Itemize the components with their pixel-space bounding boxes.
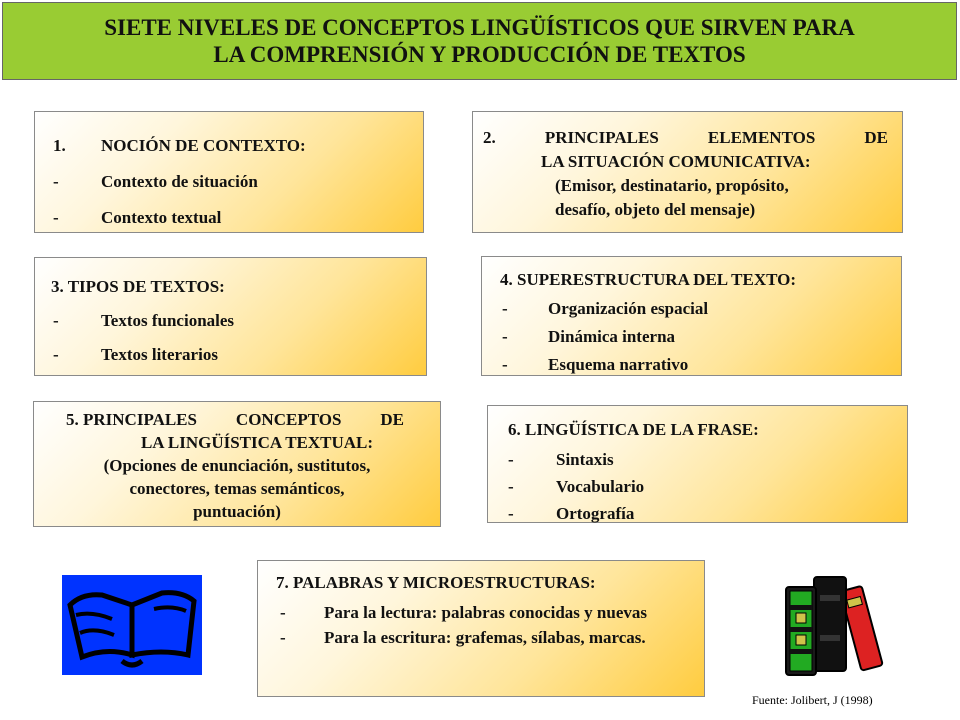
box3-item [35,338,426,372]
box1-item-text: Contexto textual [101,208,222,227]
bullet: - [53,172,59,191]
box4-item-text: Dinámica interna [548,327,676,346]
box1-heading-text: NOCIÓN DE CONTEXTO: [101,136,306,155]
box5-line-5: puntuación) [193,502,281,521]
box6-item-text: Ortografía [556,503,635,523]
box6-item-text: Sintaxis [556,449,614,469]
box1-item [35,200,423,236]
level-3-text-types-box [34,257,427,376]
box5-line-1 [58,408,416,431]
level-1-context-box [34,111,424,233]
level-2-communicative-situation-box [472,111,903,233]
level-6-sentence-linguistics-box [487,405,908,523]
box4-item-text: Organización espacial [548,299,709,318]
bullet: - [280,628,286,647]
box6-item [488,473,907,500]
bullet: - [502,327,508,346]
box4-item [482,295,901,323]
box2-word: DE [864,128,888,147]
box6-item [488,446,907,473]
title-line-2: LA COMPRENSIÓN Y PRODUCCIÓN DE TEXTOS [213,42,746,67]
box2-word: PRINCIPALES [544,128,659,147]
box7-item-text: Para la escritura: grafemas, sílabas, marcas. [324,628,646,647]
box1-item-text: Contexto de situación [101,172,258,191]
level-7-words-microstructures-box [257,560,705,697]
box1-heading [35,128,423,164]
level-5-text-linguistics-box [33,401,441,527]
bullet: - [508,476,514,496]
box1-item [35,164,423,200]
title-banner [2,2,957,80]
box4-heading: 4. SUPERESTRUCTURA DEL TEXTO: [500,270,797,289]
bullet: - [508,449,514,469]
bullet: - [53,311,59,330]
box2-line-2: LA SITUACIÓN COMUNICATIVA: [541,152,811,171]
bullet: - [280,603,286,622]
box7-heading: 7. PALABRAS Y MICROESTRUCTURAS: [276,573,596,592]
box5-word: DE [380,410,404,429]
box7-item [258,603,682,622]
box4-item [482,351,901,379]
bullet: - [53,345,59,364]
level-4-superstructure-box [481,256,902,376]
box5-line-2: LA LINGÜÍSTICA TEXTUAL: [140,433,374,452]
box5-word: CONCEPTOS [235,410,342,429]
box4-item-text: Esquema narrativo [548,355,689,374]
source-citation: Fuente: Jolibert, J (1998) [752,693,873,707]
box2-line-4: desafío, objeto del mensaje) [555,200,756,219]
box3-heading: 3. TIPOS DE TEXTOS: [51,277,225,296]
box5-line-3: (Opciones de enunciación, sustitutos, [103,456,371,475]
box3-item [35,304,426,338]
box3-item-text: Textos funcionales [101,311,235,330]
box2-word: ELEMENTOS [707,128,816,147]
books-stack-icon [770,565,895,680]
box6-heading: 6. LINGÜÍSTICA DE LA FRASE: [508,420,759,439]
box5-word: 5. PRINCIPALES [66,410,197,429]
box3-item-text: Textos literarios [101,345,218,364]
box2-line-1 [483,126,888,150]
open-book-icon [62,575,202,675]
bullet: - [508,503,514,523]
title-line-1: SIETE NIVELES DE CONCEPTOS LINGÜÍSTICOS QUE SIRVEN PARA [104,15,855,40]
bullet: - [502,355,508,374]
bullet: - [502,299,508,318]
box2-line-3: (Emisor, destinatario, propósito, [555,176,789,195]
box2-word: 2. [483,128,496,147]
box1-number: 1. [53,136,66,155]
box5-line-4: conectores, temas semánticos, [129,479,345,498]
box7-item [258,628,682,647]
box7-item-text: Para la lectura: palabras conocidas y nuevas [324,603,647,622]
box6-item-text: Vocabulario [556,476,645,496]
box6-item [488,500,907,527]
bullet: - [53,208,59,227]
box4-item [482,323,901,351]
